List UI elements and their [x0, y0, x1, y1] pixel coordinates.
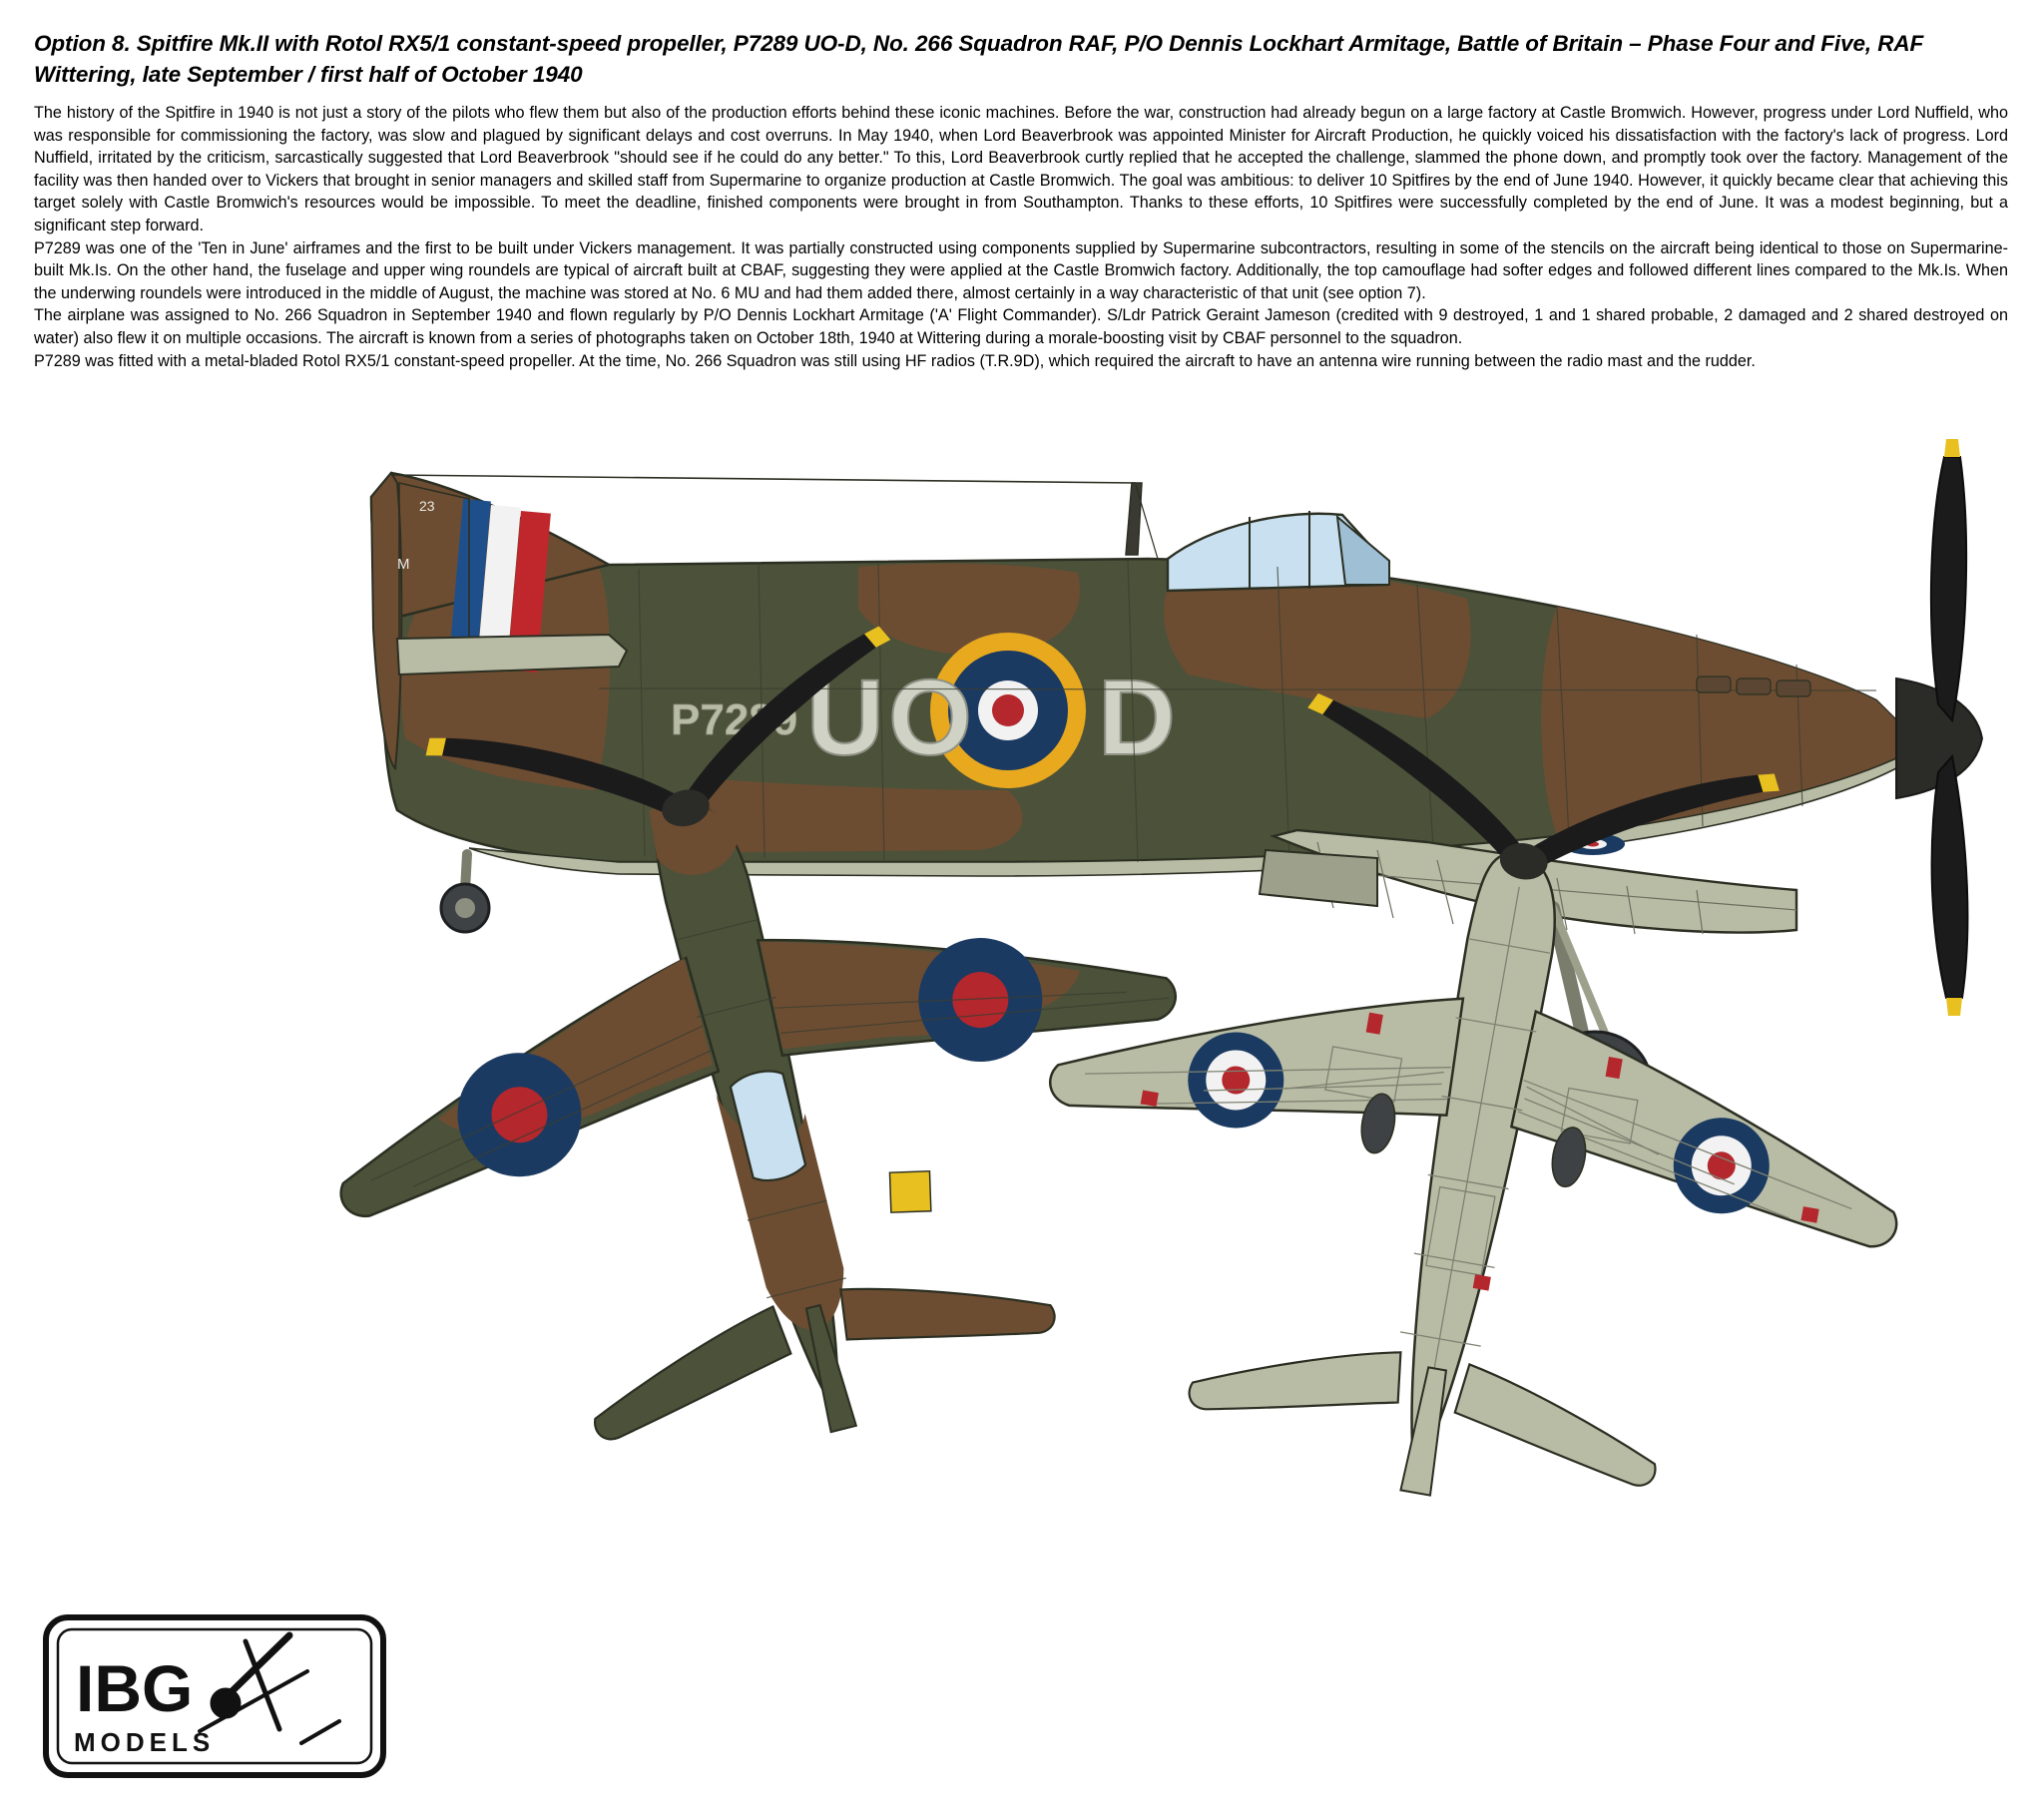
paragraph-4: P7289 was fitted with a metal-bladed Rotol RX5/1 constant-speed propeller. At the time, No. 266 Squadron was still using HF radios (T.R.9D), which required the aircraft to have an antenna wire running between the radio mast and the rudder.	[34, 351, 1756, 370]
code-uo: UO	[806, 657, 976, 777]
plan-camo-right	[757, 868, 1088, 1076]
bottom-fin	[1400, 1366, 1451, 1495]
landing-gear-tail	[441, 854, 489, 932]
prop-tip-upper	[1944, 439, 1960, 457]
ibg-models-logo	[40, 1611, 389, 1781]
logo-subtitle: MODELS	[74, 1727, 216, 1757]
stencil-m: M	[397, 556, 410, 573]
artwork-area	[0, 439, 2044, 1817]
paragraph-3: The airplane was assigned to No. 266 Squadron in September 1940 and flown regularly by P/O Dennis Lockhart Armitage ('A' Flight Commander). S/Ldr Patrick Geraint Jameson (credited with 9 destroyed, 1 and 1 shared probable, 2 damaged and 2 shared destroyed on water) also flew it on multiple occasions. The aircraft is known from a series of photographs taken on October 18th, 1940 at Wittering during a morale-boosting visit by CBAF personnel to the squadron.	[34, 306, 2008, 347]
prop-blade-lower	[1932, 756, 1968, 998]
plan-yellow-panel	[889, 1171, 930, 1212]
paragraph-1: The history of the Spitfire in 1940 is not just a story of the pilots who flew them but also of the production efforts behind these iconic machines. Before the war, construction had already begun on a large factory at Castle Bromwich. However, progress under Lord Nuffield, who was responsible for commissioning the factory, was slow and plagued by significant delays and cost overruns. In May 1940, when Lord Beaverbrook was appointed Minister for Aircraft Production, he quickly voiced his dissatisfaction with the factory's lack of progress. Lord Nuffield, irritated by the criticism, sarcastically suggested that Lord Beaverbrook "should see if he could do any better." To this, Lord Beaverbrook curtly replied that he accepted the challenge, slammed the phone down, and promptly took over the factory. Management of the facility was then handed over to Vickers that brought in senior managers and skilled staff from Supermarine to organize production at Castle Bromwich. The goal was ambitious: to deliver 10 Spitfires by the end of June 1940. However, it quickly became clear that achieving this target solely with Castle Bromwich's resources would be impossible. To meet the deadline, finished components were brought in from Southampton. Thanks to these efforts, 10 Spitfires were successfully completed by the end of June. It was a modest beginning, but a significant step forward.	[34, 104, 2008, 234]
rudder	[371, 473, 401, 768]
page-title: Option 8. Spitfire Mk.II with Rotol RX5/1 constant-speed propeller, P7289 UO-D, No. 266 Squadron RAF, P/O Dennis Lockhart Armitage, Battle of Britain – Phase Four and Five, RAF Wittering, late September / first half of October 1940	[34, 31, 1924, 87]
serial-number: P7289	[671, 695, 798, 744]
stencil-tail-marking: 23	[419, 498, 435, 514]
paragraph-2: P7289 was one of the 'Ten in June' airframes and the first to be built under Vickers management. It was partially constructed using components supplied by Supermarine subcontractors, resulting in some of the stencils on the aircraft being identical to those on Supermarine-built Mk.Is. On the other hand, the fuselage and upper wing roundels are typical of aircraft built at CBAF, suggesting they were applied at the Castle Bromwich factory. Additionally, the top camouflage had softer edges and followed different lines compared to the Mk.Is. When the underwing roundels were introduced in the middle of August, the machine was stored at No. 6 MU and had them added there, almost certainly in a way characteristic of that unit (see option 7).	[34, 238, 2008, 302]
bottom-tailplane-left	[1187, 1317, 1406, 1442]
header	[34, 28, 2010, 372]
windscreen	[1337, 517, 1389, 585]
antenna-mast	[1126, 483, 1142, 555]
bottom-tailplane-right	[1448, 1363, 1668, 1488]
antenna-wire	[391, 475, 1136, 483]
plan-tailplane-left	[578, 1305, 800, 1443]
radiator	[1260, 850, 1377, 906]
code-d: D	[1098, 657, 1176, 777]
prop-tip-lower	[1946, 998, 1962, 1016]
description-block	[34, 102, 2008, 372]
logo-brand: IBG	[76, 1651, 194, 1725]
prop-blade-upper	[1931, 457, 1966, 720]
propeller-assembly	[1896, 439, 1982, 1016]
plan-tailplane-right	[835, 1241, 1058, 1379]
